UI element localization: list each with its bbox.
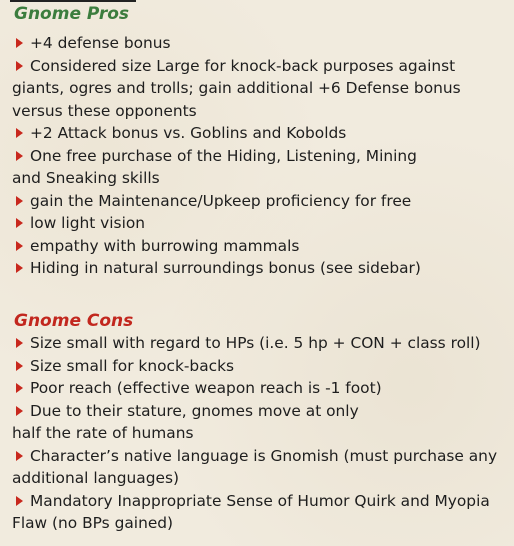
pros-item — [16, 190, 508, 213]
bullet-triangle-icon — [16, 38, 23, 48]
bullet-triangle-icon — [16, 196, 23, 206]
pros-item-text: empathy with burrowing mammals — [30, 236, 300, 255]
cons-item-text: Flaw (no BPs gained) — [12, 514, 174, 532]
pros-item-text: Hiding in natural surroundings bonus (see sidebar) — [30, 259, 421, 277]
cons-item — [16, 355, 508, 378]
pros-item — [16, 212, 508, 235]
pros-item — [16, 32, 508, 55]
cons-item-text: Size small with regard to HPs (i.e. 5 hp + CON + class roll) — [30, 334, 481, 352]
pros-item — [16, 122, 508, 145]
pros-item-text: +4 defense bonus — [30, 34, 171, 52]
cons-item — [16, 332, 508, 355]
cons-item-text: Mandatory Inappropriate Sense of Humor Quirk and Myopia — [30, 491, 490, 510]
pros-item-text: and Sneaking skills — [12, 169, 160, 187]
cons-heading: Gnome Cons — [14, 311, 134, 331]
cons-item — [12, 490, 508, 535]
cons-item-text: Poor reach (effective weapon reach is -1 foot) — [30, 379, 382, 397]
pros-item — [12, 55, 508, 123]
bullet-triangle-icon — [16, 241, 23, 251]
pros-item-text: giants, ogres and trolls; gain additional +6 Defense bonus — [12, 79, 461, 97]
pros-item-text: One free purchase of the Hiding, Listening, Mining — [30, 146, 417, 165]
cons-item — [12, 445, 508, 490]
pros-item — [16, 257, 508, 280]
bullet-triangle-icon — [16, 451, 23, 461]
header-rule — [10, 0, 136, 2]
pros-item-text: low light vision — [30, 214, 146, 232]
pros-item-text: versus these opponents — [12, 101, 197, 120]
pros-item — [12, 145, 508, 190]
bullet-triangle-icon — [16, 218, 23, 228]
pros-item-text: Considered size Large for knock-back purposes against — [30, 56, 456, 75]
bullet-triangle-icon — [16, 128, 23, 138]
bullet-triangle-icon — [16, 61, 23, 71]
pros-item-text: gain the Maintenance/Upkeep proficiency for free — [30, 191, 412, 210]
cons-item-text: half the rate of humans — [12, 424, 194, 442]
bullet-triangle-icon — [16, 496, 23, 506]
pros-item — [16, 235, 508, 258]
pros-heading: Gnome Pros — [14, 4, 130, 24]
cons-item-text: Size small for knock-backs — [30, 356, 235, 375]
bullet-triangle-icon — [16, 406, 23, 416]
cons-item-text: Due to their stature, gnomes move at only — [30, 401, 359, 420]
cons-item-text: Character’s native language is Gnomish (must purchase any — [30, 446, 498, 465]
bullet-triangle-icon — [16, 361, 23, 371]
cons-item — [16, 377, 508, 400]
bullet-triangle-icon — [16, 383, 23, 393]
cons-item — [12, 400, 508, 445]
pros-item-text: +2 Attack bonus vs. Goblins and Kobolds — [30, 124, 347, 142]
bullet-triangle-icon — [16, 263, 23, 273]
bullet-triangle-icon — [16, 338, 23, 348]
bullet-triangle-icon — [16, 151, 23, 161]
cons-item-text: additional languages) — [12, 469, 180, 487]
